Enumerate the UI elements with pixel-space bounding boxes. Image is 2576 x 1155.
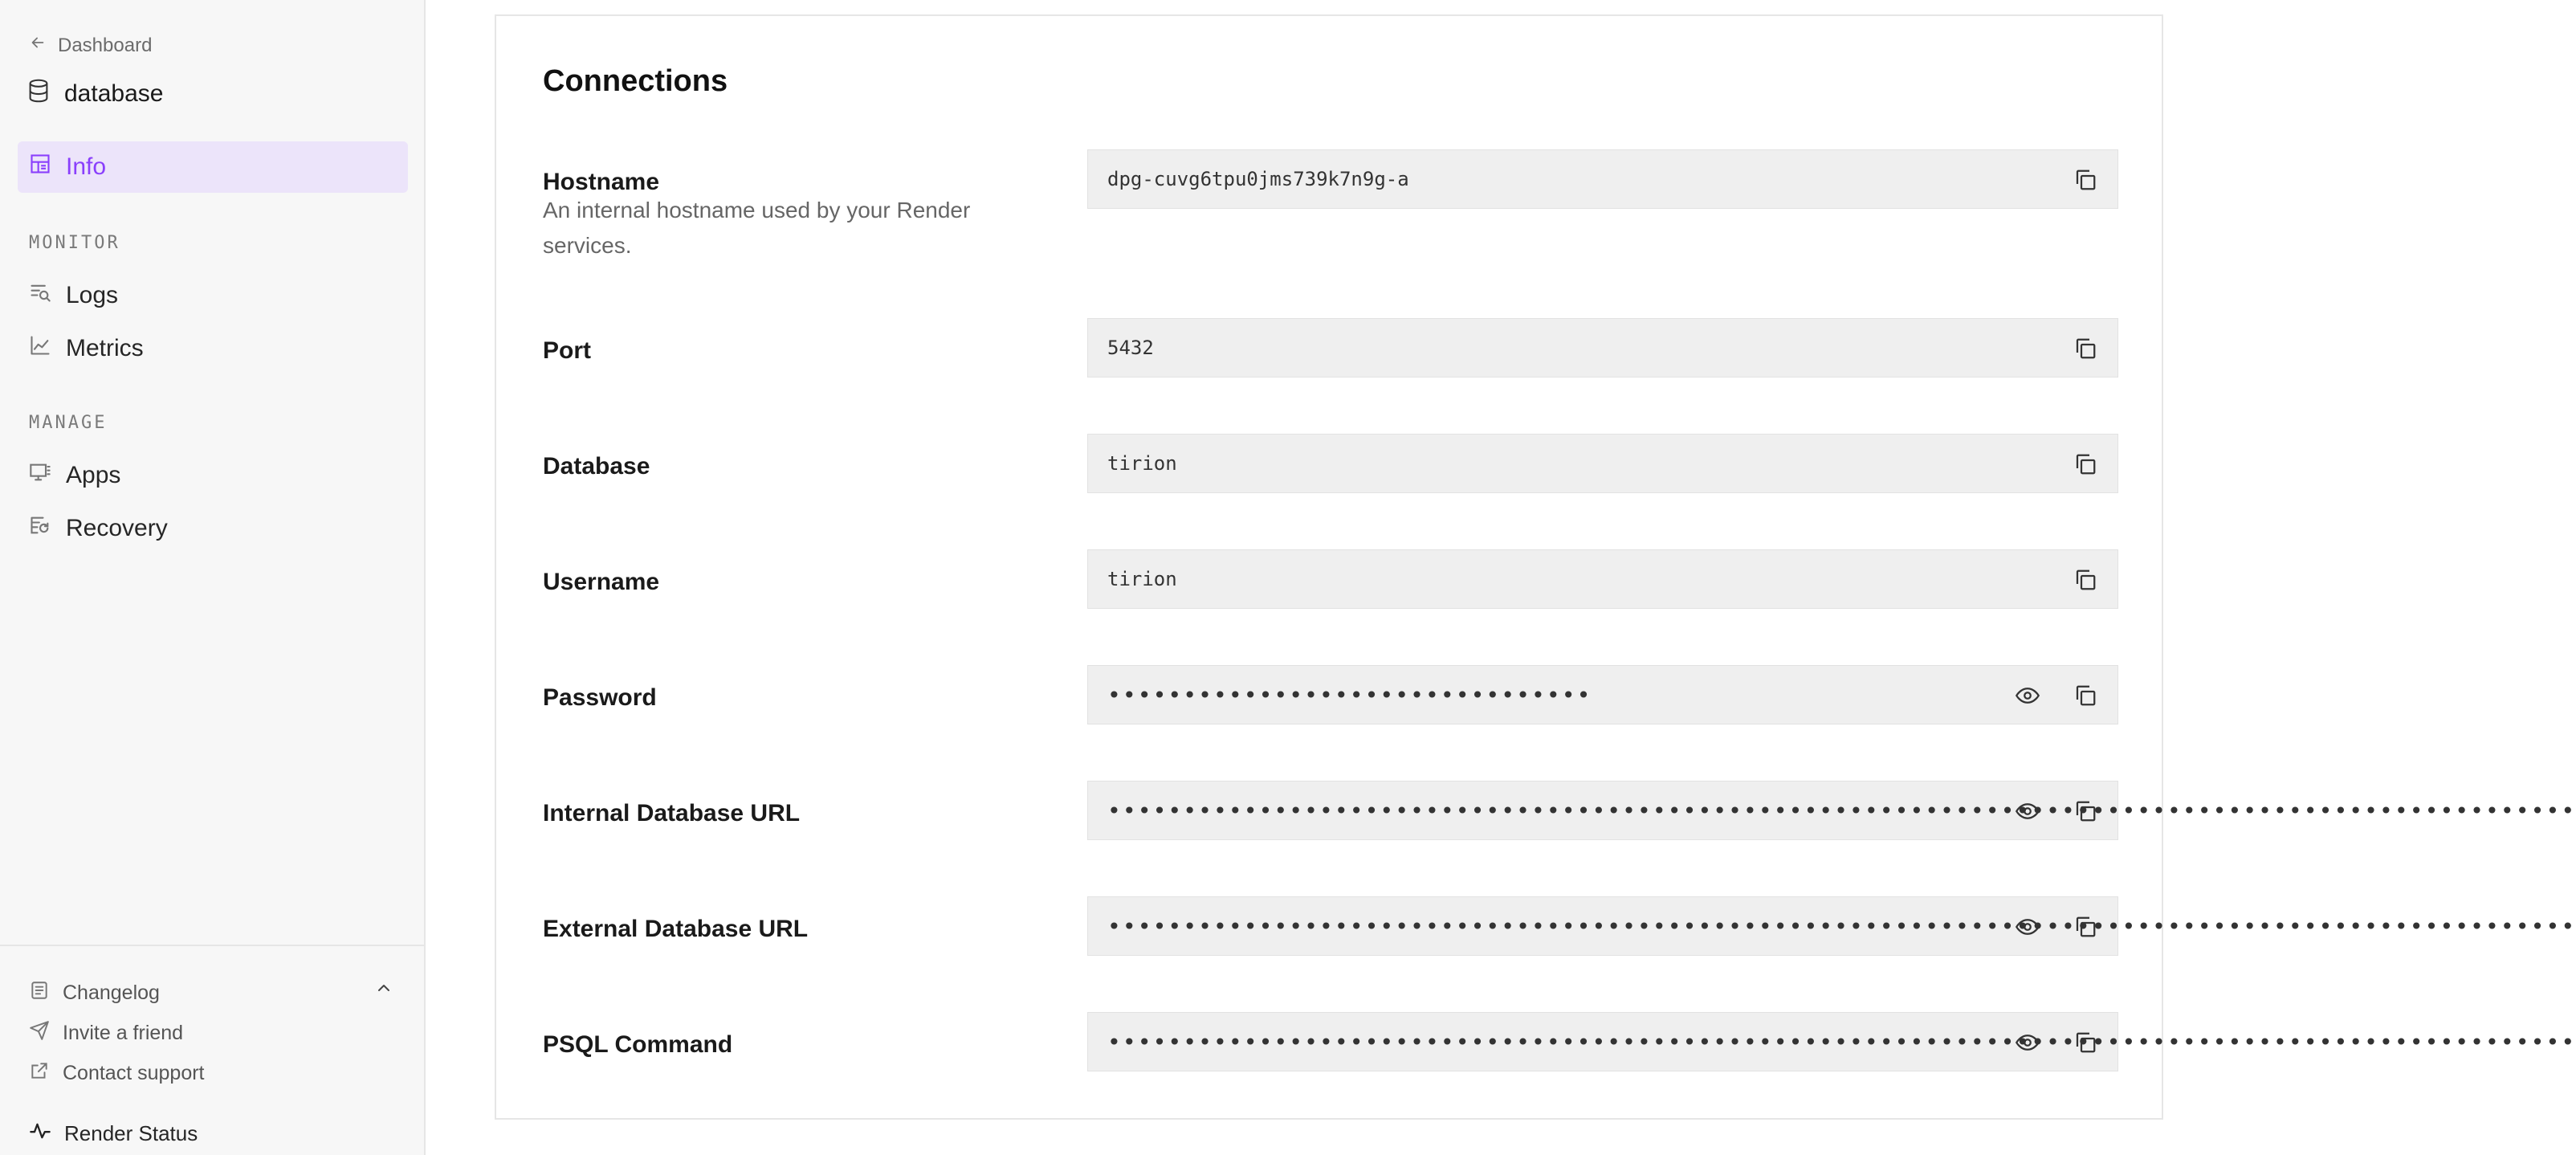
copy-psql-command-button[interactable] <box>2073 1030 2098 1055</box>
section-label-monitor: MONITOR <box>29 233 120 253</box>
username-label: Username <box>543 569 660 595</box>
back-to-dashboard-link[interactable] <box>29 34 152 57</box>
copy-password-button[interactable] <box>2073 683 2098 708</box>
invite-friend-link[interactable] <box>29 1020 183 1047</box>
copy-icon <box>2073 915 2097 939</box>
external-link-icon <box>29 1060 50 1087</box>
copy-port-button[interactable] <box>2073 336 2098 361</box>
port-label: Port <box>543 337 591 364</box>
port-value[interactable]: 5432 <box>1107 337 1154 359</box>
section-label-manage: MANAGE <box>29 413 108 433</box>
external-url-field <box>1087 896 2576 956</box>
reveal-password-button[interactable] <box>2015 683 2040 708</box>
psql-command-value[interactable]: ••••••••••••••••••••••••••••••••••••••••••••••••••••••••••••••••••••••••••••••••••••••••••••••••• <box>1107 1028 2576 1055</box>
copy-icon <box>2073 1031 2097 1055</box>
recovery-icon <box>29 514 51 543</box>
copy-icon <box>2073 568 2097 592</box>
copy-external-url-button[interactable] <box>2073 914 2098 940</box>
chart-line-icon <box>29 334 51 363</box>
copy-icon <box>2073 452 2097 476</box>
sidebar-item-info[interactable] <box>18 141 408 193</box>
resource-title <box>27 79 163 109</box>
eye-icon <box>2016 915 2040 939</box>
internal-url-field <box>1087 781 2576 840</box>
database-icon <box>27 79 50 109</box>
sidebar-item-recovery-label: Recovery <box>66 515 168 541</box>
hostname-label: Hostname <box>543 169 660 195</box>
eye-icon <box>2016 684 2040 708</box>
apps-monitor-icon <box>29 461 51 490</box>
copy-database-button[interactable] <box>2073 451 2098 477</box>
password-field <box>1087 665 2118 724</box>
password-label: Password <box>543 684 657 711</box>
copy-icon <box>2073 168 2097 192</box>
psql-command-field <box>1087 1012 2576 1071</box>
sidebar-item-metrics[interactable] <box>18 323 408 374</box>
database-label: Database <box>543 453 650 480</box>
sidebar <box>0 0 426 1155</box>
activity-pulse-icon <box>29 1120 51 1148</box>
sidebar-item-logs[interactable] <box>18 270 408 321</box>
info-table-icon <box>29 153 51 182</box>
sidebar-item-apps[interactable] <box>18 450 408 501</box>
hostname-description: An internal hostname used by your Render services. <box>543 198 971 258</box>
psql-command-label: PSQL Command <box>543 1031 733 1058</box>
back-link-label: Dashboard <box>58 34 153 56</box>
sidebar-item-metrics-label: Metrics <box>66 335 144 361</box>
connections-title: Connections <box>543 64 728 98</box>
hostname-field <box>1087 149 2118 209</box>
render-status-label: Render Status <box>64 1121 198 1145</box>
reveal-psql-command-button[interactable] <box>2015 1030 2040 1055</box>
reveal-external-url-button[interactable] <box>2015 914 2040 940</box>
internal-url-label: Internal Database URL <box>543 800 801 826</box>
changelog-icon <box>29 980 50 1006</box>
copy-icon <box>2073 799 2097 823</box>
copy-internal-url-button[interactable] <box>2073 798 2098 824</box>
copy-icon <box>2073 684 2097 708</box>
changelog-label: Changelog <box>63 982 160 1004</box>
connections-card <box>495 14 2576 1120</box>
port-field <box>1087 318 2118 378</box>
sidebar-item-logs-label: Logs <box>66 282 119 308</box>
external-url-value[interactable]: ••••••••••••••••••••••••••••••••••••••••••••••••••••••••••••••••••••••••••••••••••••••••••••••••• <box>1107 912 2576 940</box>
reveal-internal-url-button[interactable] <box>2015 798 2040 824</box>
username-field <box>1087 549 2118 609</box>
sidebar-item-apps-label: Apps <box>66 462 121 488</box>
external-url-label: External Database URL <box>543 916 809 942</box>
sidebar-item-info-label: Info <box>66 153 107 180</box>
render-status-link[interactable] <box>29 1120 198 1148</box>
eye-icon <box>2016 1031 2040 1055</box>
password-value[interactable]: •••••••••••••••••••••••••••••••• <box>1107 681 1592 708</box>
changelog-link[interactable] <box>29 980 160 1006</box>
arrow-left-icon <box>29 34 47 57</box>
contact-support-label: Contact support <box>63 1062 205 1084</box>
send-icon <box>29 1020 50 1047</box>
copy-icon <box>2073 337 2097 361</box>
contact-support-link[interactable] <box>29 1060 205 1087</box>
internal-url-value[interactable]: ••••••••••••••••••••••••••••••••••••••••••••••••••••••••••••••••••••••••••••••••••••••••••••••••• <box>1107 797 2576 824</box>
invite-friend-label: Invite a friend <box>63 1022 184 1044</box>
copy-username-button[interactable] <box>2073 567 2098 593</box>
sidebar-item-recovery[interactable] <box>18 503 408 554</box>
copy-hostname-button[interactable] <box>2073 167 2098 193</box>
database-value[interactable]: tirion <box>1107 452 1177 475</box>
chevron-up-icon[interactable] <box>374 978 393 998</box>
username-value[interactable]: tirion <box>1107 568 1177 590</box>
resource-name: database <box>64 80 164 107</box>
hostname-value[interactable]: dpg-cuvg6tpu0jms739k7n9g-a <box>1107 168 1409 190</box>
database-field <box>1087 434 2118 493</box>
logs-search-icon <box>29 281 51 310</box>
eye-icon <box>2016 799 2040 823</box>
